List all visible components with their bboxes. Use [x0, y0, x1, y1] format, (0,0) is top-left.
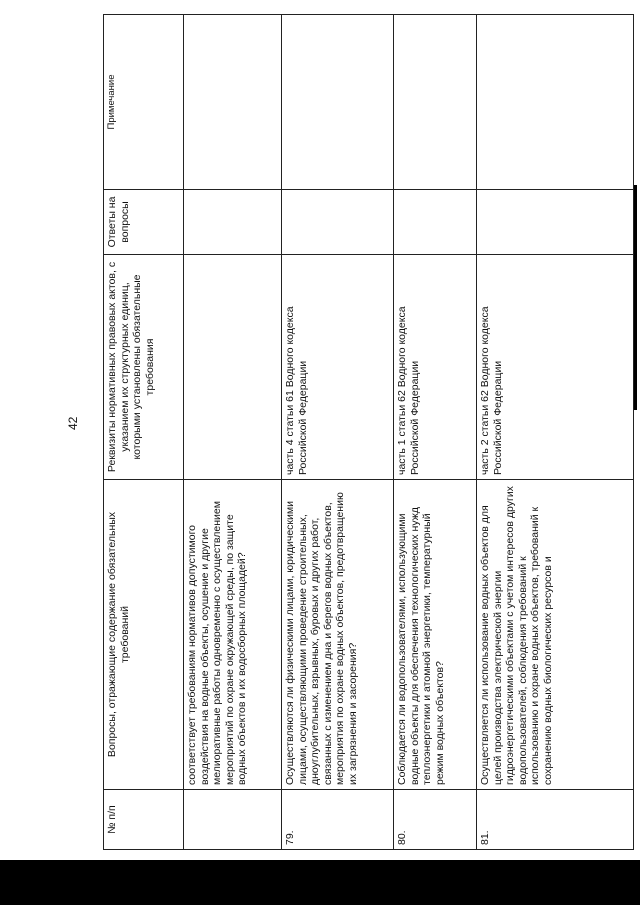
- cell-reference: [184, 255, 282, 480]
- scan-border: [0, 860, 640, 905]
- cell-note: [477, 15, 634, 190]
- scan-edge-line: [634, 185, 637, 410]
- cell-answer: [282, 190, 394, 255]
- cell-question: Осуществляются ли физическими лицами, юридическими лицами, осуществляющими проведение строительных, дноуглубительных, взрывных, буровых и других работ, связанных с изменением дна и берегов водных объектов, мероприятия по охране водных объектов, предотвращению их загрязнения и засорения?: [282, 480, 394, 790]
- cell-num: [184, 790, 282, 850]
- page-number: 42: [66, 416, 80, 430]
- cell-note: [184, 15, 282, 190]
- cell-reference: часть 2 статьи 62 Водного кодекса Российской Федерации: [477, 255, 634, 480]
- table-row: [394, 15, 477, 850]
- cell-question: соответствует требованиям нормативов допустимого воздействия на водные объекты, осушение и другие мелиоративные работы одновременно с осуществлением мероприятий по охране окружающей среды, по защите водных объектов и их водосборных площадей?: [184, 480, 282, 790]
- table-row: [282, 15, 394, 850]
- cell-num: 81.: [477, 790, 634, 850]
- header-note: Примечание: [104, 15, 184, 190]
- cell-note: [394, 15, 477, 190]
- cell-num: 79.: [282, 790, 394, 850]
- header-question: Вопросы, отражающие содержание обязательных требований: [104, 480, 184, 790]
- cell-note: [282, 15, 394, 190]
- cell-num: 80.: [394, 790, 477, 850]
- cell-answer: [394, 190, 477, 255]
- header-answers: Ответы на вопросы: [104, 190, 184, 255]
- header-reference: Реквизиты нормативных правовых актов, с указанием их структурных единиц, которыми установлены обязательные требования: [104, 255, 184, 480]
- cell-answer: [477, 190, 634, 255]
- cell-reference: часть 1 статьи 62 Водного кодекса Российской Федерации: [394, 255, 477, 480]
- table-row: [477, 15, 634, 850]
- table-row: [184, 15, 282, 850]
- cell-question: Соблюдается ли водопользователями, использующими водные объекты для обеспечения технологических нужд теплоэнергетики и атомной энергетики, температурный режим водных объектов?: [394, 480, 477, 790]
- requirements-table-rotated: [103, 15, 633, 850]
- requirements-table: [103, 14, 634, 850]
- header-num: № п/п: [104, 790, 184, 850]
- cell-question: Осуществляется ли использование водных объектов для целей производства электрической энергии гидроэнергетическими объектами с учетом интересов других водопользователей, соблюдения требований к использованию и охране водных объектов, требований к сохранению водных биологических ресурсов и: [477, 480, 634, 790]
- cell-answer: [184, 190, 282, 255]
- cell-reference: часть 4 статьи 61 Водного кодекса Российской Федерации: [282, 255, 394, 480]
- table-header-row: [104, 15, 184, 850]
